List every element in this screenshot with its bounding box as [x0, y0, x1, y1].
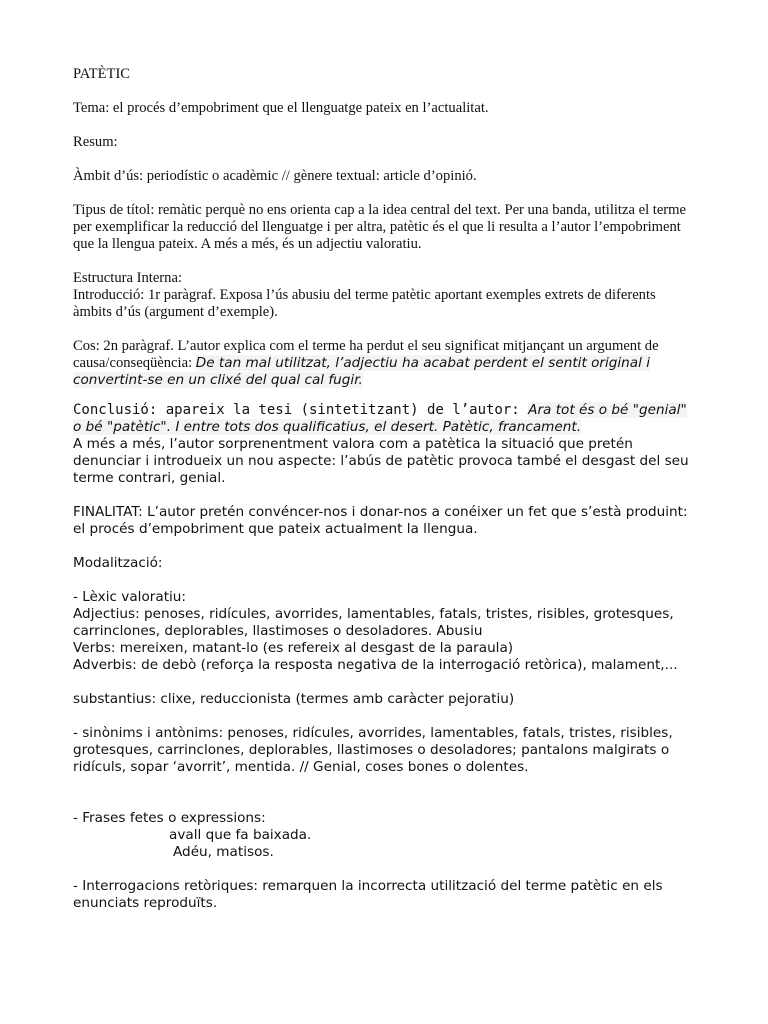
- finalitat-paragraph: FINALITAT: L’autor pretén convéncer-nos i donar-nos a conéixer un fet que s’està produint: el procés d’empobriment que pateix actualment la llengua.: [73, 504, 688, 537]
- verbs-line: Verbs: mereixen, matant-lo (es refereix al desgast de la paraula): [73, 640, 514, 656]
- tipus-titol-paragraph: Tipus de títol: remàtic perquè no ens orienta cap a la idea central del text. Per una banda, utilitza el terme per exemplificar la reducció del llenguatge i per altra, patètic és el que li resulta a l’autor l’empobriment que la llengua pateix. A més a més, és un adjectiu valoratiu.: [73, 202, 686, 252]
- conclusio-rest: A més a més, l’autor sorprenentment valora com a patètica la situació que pretén denunciar i introdueix un nou aspecte: l’abús de patètic provoca també el desgast del seu terme contrari, genial.: [73, 436, 689, 486]
- frase-item: Adéu, matisos.: [173, 844, 274, 860]
- document-page: [73, 66, 698, 912]
- lexic-heading: - Lèxic valoratiu:: [73, 589, 186, 605]
- document-title: PATÈTIC: [73, 66, 131, 82]
- conclusio-quote: Ara tot és o bé "genial" o bé "patètic". I entre tots dos qualificatius, el desert. Patètic, francament.: [73, 402, 687, 435]
- substantius-line: substantius: clixe, reduccionista (termes amb caràcter pejoratiu): [73, 691, 515, 707]
- estructura-heading: Estructura Interna:: [73, 270, 182, 286]
- modalitzacio-heading: Modalització:: [73, 555, 163, 571]
- adverbis-line: Adverbis: de debò (reforça la resposta negativa de la interrogació retòrica), malament,...: [73, 657, 678, 673]
- interrogacions-paragraph: - Interrogacions retòriques: remarquen la incorrecta utilització del terme patètic en els enunciats reproduïts.: [73, 878, 663, 911]
- cos-paragraph: [73, 338, 698, 389]
- tema-line: Tema: el procés d’empobriment que el llenguatge pateix en l’actualitat.: [73, 100, 489, 116]
- cos-quote: De tan mal utilitzat, l’adjectiu ha acabat perdent el sentit original i convertint-se en un clixé del qual cal fugir.: [73, 355, 650, 388]
- ambit-line: Àmbit d’ús: periodístic o acadèmic // gènere textual: article d’opinió.: [73, 168, 477, 184]
- conclusio-paragraph: [73, 402, 698, 487]
- frases-heading: - Frases fetes o expressions:: [73, 810, 266, 826]
- introduccio-paragraph: Introducció: 1r paràgraf. Exposa l’ús abusiu del terme patètic aportant exemples extrets de diferents àmbits d’ús (argument d’exemple).: [73, 287, 656, 320]
- adjectius-line: Adjectius: penoses, ridícules, avorrides, lamentables, fatals, tristes, risibles, grotesques, carrinclones, deplorables, llastimoses o desoladores. Abusiu: [73, 606, 674, 639]
- frase-item: avall que fa baixada.: [169, 827, 312, 843]
- conclusio-text: Conclusió: apareix la tesi (sintetitzant) de l’autor:: [73, 402, 529, 418]
- resum-line: Resum:: [73, 134, 118, 150]
- sinonims-paragraph: - sinònims i antònims: penoses, ridícules, avorrides, lamentables, fatals, tristes, risibles, grotesques, carrinclones, deplorables, llastimoses o desoladores; pantalons malgirats o ridículs, sopar ‘avorrit’, mentida. // Genial, coses bones o dolentes.: [73, 725, 673, 775]
- cos-text: Cos: 2n paràgraf. L’autor explica com el terme ha perdut el seu significat mitjançant un argument de causa/conseqüència:: [73, 338, 659, 371]
